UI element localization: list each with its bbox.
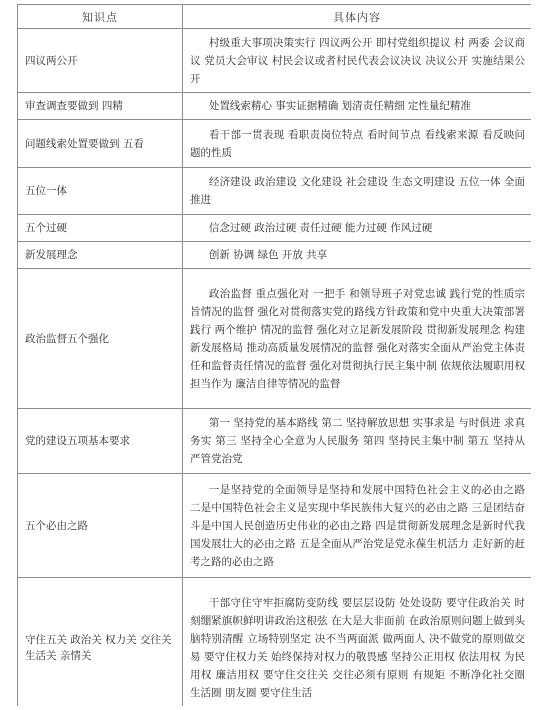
topic-cell: 五个过硬 <box>18 215 183 242</box>
table-body <box>18 29 532 707</box>
content-cell: 干部守住守牢拒腐防变防线 要层层设防 处处设防 要守住政治关 时刻绷紧旗帜鲜明讲政治这根弦 在大是大非面前 在政治原则问题上做到头脑特别清醒 立场特别坚定 决不当两面派 做两面人 决不做党的原则做交易 要守住权力关 始终保持对权力的敬畏感 坚持公正用权 依法用权 为民用权 廉洁用权 要守住交往关 交往必须有原则 有规矩 不断净化社交圈 生活圈 朋友圈 要守住生活 <box>183 578 532 707</box>
content-cell: 信念过硬 政治过硬 责任过硬 能力过硬 作风过硬 <box>183 215 532 242</box>
content-cell: 创新 协调 绿色 开放 共享 <box>183 242 532 269</box>
topic-cell: 政治监督五个强化 <box>18 269 183 409</box>
table-row <box>18 578 532 707</box>
knowledge-table <box>17 4 531 706</box>
table-row <box>18 120 532 168</box>
topic-cell: 四议两公开 <box>18 29 183 93</box>
topic-cell: 五位一体 <box>18 168 183 215</box>
table-header <box>18 5 532 29</box>
table-row <box>18 242 532 269</box>
table-row <box>18 409 532 474</box>
content-cell: 处置线索精心 事实证据精确 划清责任精细 定性量纪精准 <box>183 93 532 120</box>
topic-cell: 守住五关 政治关 权力关 交往关 生活关 亲情关 <box>18 578 183 707</box>
table-row <box>18 215 532 242</box>
header-topic: 知识点 <box>18 5 183 29</box>
content-cell: 村级重大事项决策实行 四议两公开 即村党组织提议 村 两委 会议商议 党员大会审议 村民会议或者村民代表会议决议 决议公开 实施结果公开 <box>183 29 532 93</box>
header-content: 具体内容 <box>183 5 532 29</box>
table-row <box>18 269 532 409</box>
header-row <box>18 5 532 29</box>
content-cell: 第一 坚持党的基本路线 第二 坚持解放思想 实事求是 与时俱进 求真务实 第三 坚持全心全意为人民服务 第四 坚持民主集中制 第五 坚持从严管党治党 <box>183 409 532 474</box>
content-cell: 经济建设 政治建设 文化建设 社会建设 生态文明建设 五位一体 全面推进 <box>183 168 532 215</box>
content-cell: 看干部一贯表现 看职责岗位特点 看时间节点 看线索来源 看反映问题的性质 <box>183 120 532 168</box>
topic-cell: 审查调查要做到 四精 <box>18 93 183 120</box>
content-cell: 一是坚持党的全面领导是坚持和发展中国特色社会主义的必由之路 二是中国特色社会主义是实现中华民族伟大复兴的必由之路 三是团结奋斗是中国人民创造历史伟业的必由之路 四是贯彻新发展理念是新时代我国发展壮大的必由之路 五是全面从严治党是党永葆生机活力 走好新的赶考之路的必由之路 <box>183 474 532 578</box>
content-cell: 政治监督 重点强化对 一把手 和领导班子对党忠诚 践行党的性质宗旨情况的监督 强化对贯彻落实党的路线方针政策和党中央重大决策部署 践行 两个维护 情况的监督 强化对立足新发展阶段 贯彻新发展理念 构建新发展格局 推动高质量发展情况的监督 强化对落实全面从严治党主体责任和监督责任情况的监督 强化对贯彻执行民主集中制 依规依法履职用权 担当作为 廉洁自律等情况的监督 <box>183 269 532 409</box>
table-row <box>18 93 532 120</box>
table-row <box>18 168 532 215</box>
topic-cell: 问题线索处置要做到 五看 <box>18 120 183 168</box>
topic-cell: 五个必由之路 <box>18 474 183 578</box>
topic-cell: 新发展理念 <box>18 242 183 269</box>
table-row <box>18 29 532 93</box>
table-row <box>18 474 532 578</box>
page <box>17 4 531 706</box>
topic-cell: 党的建设五项基本要求 <box>18 409 183 474</box>
